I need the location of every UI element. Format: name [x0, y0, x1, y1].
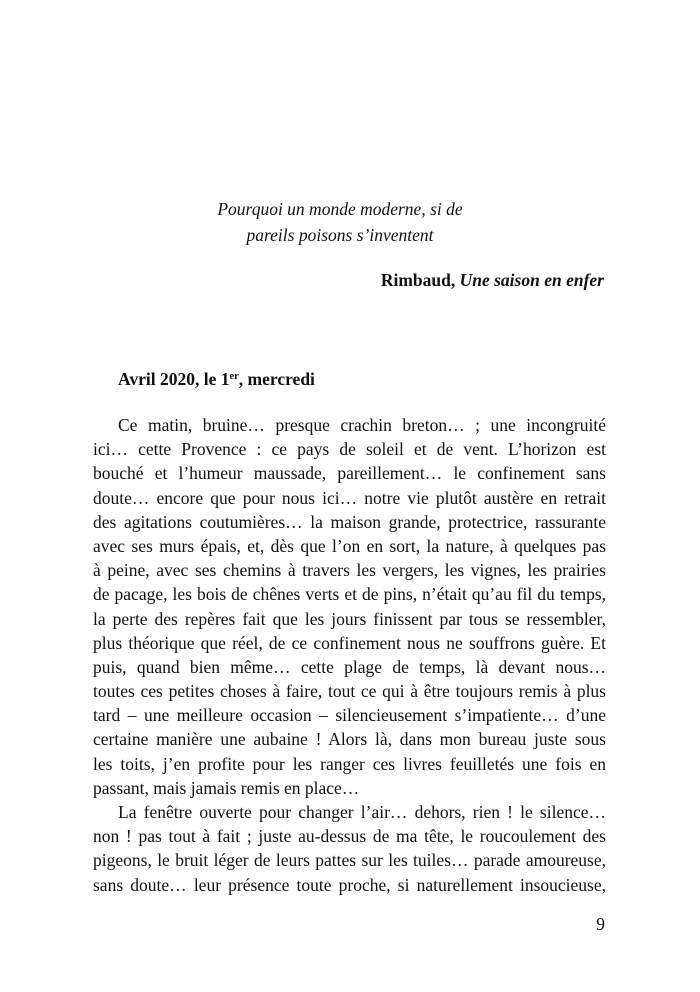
text-line: plus théorique que réel, de ce confinement nous ne souffrons guère. Et: [93, 632, 606, 653]
text-line: avec ses murs épais, et, dès que l’on en sort, la nature, à quelques pas: [93, 535, 606, 556]
text-line: sans doute… leur présence toute proche, si naturellement insoucieuse,: [93, 874, 606, 895]
text-line: les toits, j’en profite pour les ranger ces livres feuilletés une fois en: [93, 753, 606, 774]
heading-date: Avril 2020, le 1: [118, 369, 230, 389]
attribution-author: Rimbaud,: [380, 270, 456, 290]
heading-ordinal: er: [229, 371, 239, 382]
body-text: [93, 413, 606, 897]
text-line: non ! pas tout à fait ; juste au-dessus de ma tête, le roucoulement des: [93, 826, 606, 847]
text-line: ici… cette Provence : ce pays de soleil et de vent. L’horizon est: [93, 439, 606, 460]
entry-heading: [118, 369, 315, 390]
page-number: 9: [596, 914, 605, 934]
text-line: La fenêtre ouverte pour changer l’air… dehors, rien ! le silence…: [118, 802, 606, 822]
text-line: à peine, avec ses chemins à travers les vergers, les vignes, les prairies: [93, 560, 606, 581]
text-line: de pacage, les bois de chênes verts et de pins, n’était qu’au fil du temps,: [93, 584, 606, 605]
heading-day: , mercredi: [238, 369, 315, 389]
text-line: bouché et l’humeur maussade, pareillement… le confinement sans: [93, 463, 606, 484]
text-line: tard – une meilleure occasion – silencieusement s’impatiente… d’une: [93, 705, 606, 726]
text-line: Ce matin, bruine… presque crachin breton… ; une incongruité: [118, 415, 606, 435]
epigraph-line: Pourquoi un monde moderne, si de: [217, 199, 463, 219]
text-line: doute… encore que pour nous ici… notre vie plutôt austère en retrait: [93, 487, 606, 508]
text-line: passant, mais jamais remis en place…: [93, 777, 360, 798]
epigraph: [190, 196, 490, 248]
text-line: pigeons, le bruit léger de leurs pattes sur les tuiles… parade amoureuse,: [93, 850, 606, 871]
text-line: la perte des repères fait que les jours finissent par tous se ressembler,: [93, 608, 606, 629]
epigraph-attribution: [381, 270, 604, 291]
text-line: des agitations coutumières… la maison grande, protectrice, rassurante: [93, 511, 606, 532]
text-line: certaine manière une aubaine ! Alors là, dans mon bureau juste sous: [93, 729, 606, 750]
epigraph-line: pareils poisons s’inventent: [246, 225, 434, 245]
text-line: puis, quand bien même… cette plage de temps, là devant nous…: [93, 656, 606, 677]
text-line: toutes ces petites choses à faire, tout ce qui à être toujours remis à plus: [93, 681, 606, 702]
attribution-work: Une saison en enfer: [459, 270, 604, 290]
